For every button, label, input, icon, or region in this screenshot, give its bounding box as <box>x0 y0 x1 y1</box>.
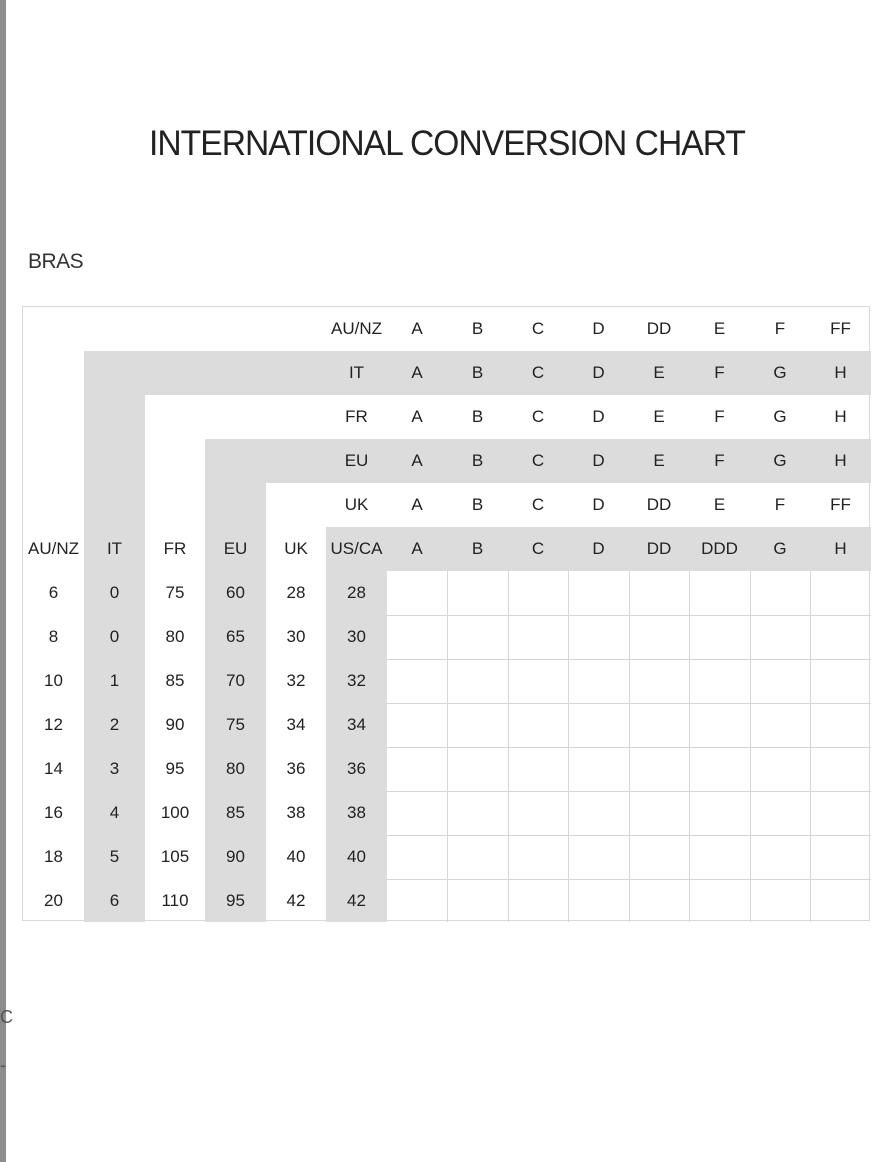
cup-size-cell: G <box>773 363 787 382</box>
band-size-cell: 95 <box>226 891 245 910</box>
band-size-cell: 38 <box>347 803 366 822</box>
cup-size-cell: C <box>531 495 545 514</box>
grid-line <box>568 571 569 922</box>
band-size-cell: 105 <box>160 847 190 866</box>
cup-size-cell: G <box>773 407 787 426</box>
edge-text-fragment: C <box>0 1007 13 1027</box>
cup-system-label: UK <box>344 495 369 514</box>
band-size-cell: 14 <box>44 759 63 778</box>
band-size-cell: 30 <box>347 627 366 646</box>
band-system-header: UK <box>284 539 308 558</box>
grid-line <box>447 571 448 922</box>
band-size-cell: 60 <box>226 583 245 602</box>
band-size-cell: 1 <box>109 671 120 690</box>
band-size-cell: 42 <box>286 891 306 910</box>
band-size-cell: 2 <box>109 715 120 734</box>
cup-size-cell: DDD <box>701 539 738 558</box>
cup-size-cell: A <box>411 539 423 558</box>
band-size-cell: 75 <box>226 715 245 734</box>
band-system-header: AU/NZ <box>28 539 79 558</box>
band-size-cell: 34 <box>286 715 306 734</box>
band-size-cell: 10 <box>44 671 63 690</box>
band-size-cell: 85 <box>226 803 245 822</box>
cup-size-cell: C <box>531 407 545 426</box>
cup-system-label: US/CA <box>330 539 383 558</box>
cup-size-cell: DD <box>646 495 672 514</box>
band-size-cell: 90 <box>165 715 185 734</box>
cup-system-label: EU <box>344 451 369 470</box>
band-system-header: EU <box>223 539 248 558</box>
band-size-cell: 3 <box>109 759 120 778</box>
cup-size-cell: B <box>471 363 484 382</box>
band-size-cell: 80 <box>165 627 185 646</box>
band-size-cell: 90 <box>226 847 245 866</box>
cup-size-cell: B <box>471 539 484 558</box>
band-size-cell: 0 <box>109 583 120 602</box>
cup-size-cell: B <box>471 451 484 470</box>
cup-system-label: IT <box>348 363 365 382</box>
cup-size-cell: C <box>531 539 545 558</box>
band-size-cell: 100 <box>160 803 190 822</box>
cup-size-cell: FF <box>830 319 851 338</box>
band-size-cell: 6 <box>48 583 59 602</box>
band-size-cell: 75 <box>165 583 185 602</box>
band-size-cell: 28 <box>286 583 306 602</box>
band-size-cell: 16 <box>44 803 63 822</box>
cup-size-cell: F <box>714 451 725 470</box>
cup-size-cell: G <box>773 451 787 470</box>
grid-line <box>689 571 690 922</box>
cup-size-cell: D <box>592 319 605 338</box>
band-size-cell: 70 <box>226 671 245 690</box>
band-size-cell: 40 <box>286 847 306 866</box>
band-size-cell: 6 <box>109 891 120 910</box>
band-size-cell: 12 <box>44 715 63 734</box>
cup-size-cell: A <box>411 407 423 426</box>
grid-line <box>810 571 811 922</box>
band-size-cell: 36 <box>286 759 306 778</box>
cup-size-cell: A <box>411 319 423 338</box>
grid-line <box>629 571 630 922</box>
band-system-header: IT <box>106 539 123 558</box>
band-size-cell: 30 <box>286 627 306 646</box>
cup-size-cell: H <box>834 407 847 426</box>
cup-size-cell: F <box>714 363 725 382</box>
cup-size-cell: DD <box>646 539 672 558</box>
band-size-cell: 95 <box>165 759 185 778</box>
band-size-cell: 32 <box>286 671 306 690</box>
band-size-cell: 8 <box>48 627 59 646</box>
cup-size-cell: FF <box>830 495 851 514</box>
cup-size-cell: E <box>713 319 726 338</box>
cup-system-label: FR <box>345 407 368 426</box>
cup-size-cell: A <box>411 363 423 382</box>
cup-size-cell: D <box>592 495 605 514</box>
band-size-cell: 28 <box>347 583 366 602</box>
cup-size-cell: C <box>531 451 545 470</box>
cup-size-cell: F <box>774 319 786 338</box>
cup-size-cell: B <box>471 319 484 338</box>
cup-size-cell: A <box>411 451 423 470</box>
cup-size-cell: D <box>592 451 605 470</box>
band-size-cell: 5 <box>109 847 120 866</box>
cup-size-cell: E <box>653 451 665 470</box>
band-size-cell: 32 <box>347 671 366 690</box>
background-window-edge <box>0 0 6 1162</box>
band-size-cell: 65 <box>226 627 245 646</box>
cup-size-cell: DD <box>646 319 672 338</box>
band-size-cell: 38 <box>286 803 306 822</box>
cup-size-cell: D <box>592 539 605 558</box>
band-size-cell: 36 <box>347 759 366 778</box>
cup-size-cell: E <box>653 363 665 382</box>
cup-size-cell: A <box>411 495 423 514</box>
band-size-cell: 110 <box>161 891 189 910</box>
grid-line <box>508 571 509 922</box>
cup-size-cell: E <box>713 495 726 514</box>
cup-size-cell: F <box>714 407 725 426</box>
cup-size-cell: E <box>653 407 665 426</box>
edge-text-fragment: - <box>0 1055 6 1075</box>
band-size-cell: 20 <box>44 891 63 910</box>
band-size-cell: 4 <box>109 803 120 822</box>
cup-size-cell: C <box>531 319 545 338</box>
band-size-cell: 85 <box>165 671 185 690</box>
cup-size-cell: G <box>773 539 787 558</box>
cup-size-cell: B <box>471 495 484 514</box>
band-system-header: FR <box>163 539 187 558</box>
cup-system-label: AU/NZ <box>331 319 382 338</box>
cup-size-cell: F <box>774 495 786 514</box>
conversion-chart <box>22 306 870 921</box>
band-size-cell: 40 <box>347 847 366 866</box>
cup-size-cell: B <box>471 407 484 426</box>
section-label-bras: BRAS <box>28 250 84 273</box>
band-size-cell: 42 <box>347 891 366 910</box>
band-size-cell: 0 <box>109 627 120 646</box>
band-size-cell: 18 <box>44 847 63 866</box>
cup-size-cell: C <box>531 363 545 382</box>
grid-line <box>750 571 751 922</box>
cup-size-cell: D <box>592 407 605 426</box>
band-size-cell: 34 <box>347 715 366 734</box>
page-title: INTERNATIONAL CONVERSION CHART <box>148 124 745 163</box>
cup-size-cell: H <box>834 451 847 470</box>
band-size-cell: 80 <box>226 759 245 778</box>
cup-size-cell: D <box>592 363 605 382</box>
cup-size-cell: H <box>834 363 847 382</box>
cup-size-cell: H <box>834 539 847 558</box>
